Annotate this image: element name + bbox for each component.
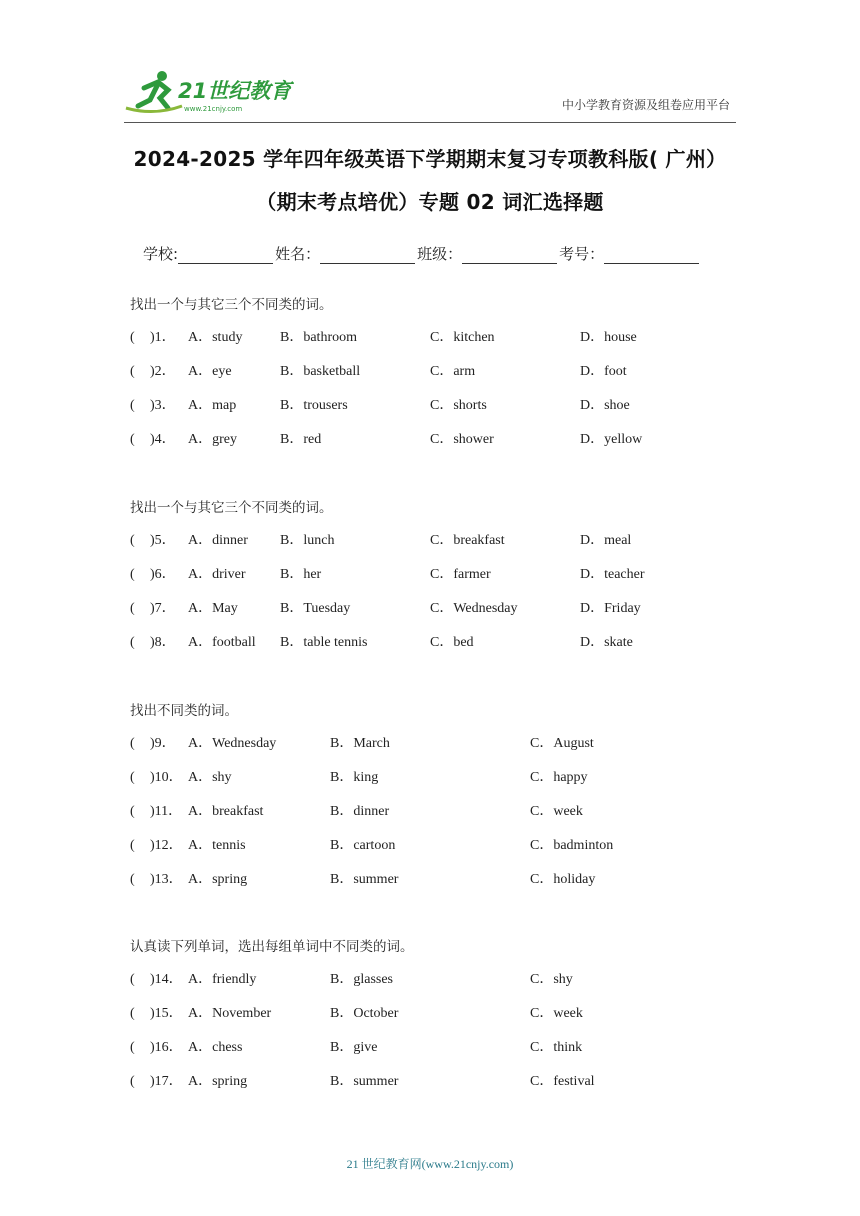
question-number: )10． xyxy=(150,770,183,785)
option-b: B．October xyxy=(330,1006,399,1021)
question-row xyxy=(130,1004,750,1038)
option-c: C．shorts xyxy=(430,398,487,413)
option-b: B．give xyxy=(330,1040,378,1055)
school-field[interactable]: 学校: xyxy=(143,243,275,264)
question-row xyxy=(130,565,750,599)
option-c: C．holiday xyxy=(530,872,596,887)
question-number: )8． xyxy=(150,635,176,650)
question-row xyxy=(130,599,750,633)
option-c: C．shower xyxy=(430,432,494,447)
answer-bracket[interactable]: ( xyxy=(130,398,135,413)
option-d: D．foot xyxy=(580,364,627,379)
option-b: B．bathroom xyxy=(280,330,357,345)
option-c: C．farmer xyxy=(430,567,491,582)
question-row xyxy=(130,531,750,565)
answer-bracket[interactable]: ( xyxy=(130,770,135,785)
question-number: )13． xyxy=(150,872,183,887)
option-a: A．grey xyxy=(188,432,237,447)
question-row xyxy=(130,836,750,870)
answer-bracket[interactable]: ( xyxy=(130,838,135,853)
option-c: C．week xyxy=(530,804,583,819)
runner-icon xyxy=(126,71,182,112)
question-number: )15． xyxy=(150,1006,183,1021)
platform-name: 中小学教育资源及组卷应用平台 xyxy=(561,98,730,112)
question-row xyxy=(130,430,750,464)
name-field[interactable]: 姓名： xyxy=(275,243,417,264)
option-c: C．think xyxy=(530,1040,583,1055)
answer-bracket[interactable]: ( xyxy=(130,601,135,616)
section-3 xyxy=(130,700,750,904)
option-d: D．teacher xyxy=(580,567,645,582)
option-c: C．week xyxy=(530,1006,583,1021)
option-a: A．driver xyxy=(188,567,246,582)
question-number: )2． xyxy=(150,364,176,379)
answer-bracket[interactable]: ( xyxy=(130,635,135,650)
option-a: A．map xyxy=(188,398,237,413)
answer-bracket[interactable]: ( xyxy=(130,972,135,987)
question-number: )4． xyxy=(150,432,176,447)
option-c: C．kitchen xyxy=(430,330,495,345)
option-d: D．meal xyxy=(580,533,632,548)
option-a: A．Wednesday xyxy=(188,736,277,751)
option-d: D．Friday xyxy=(580,601,641,616)
option-c: C．shy xyxy=(530,972,573,987)
section-instruction: 认真读下列单词，选出每组单词中不同类的词。 xyxy=(130,939,414,955)
answer-bracket[interactable]: ( xyxy=(130,567,135,582)
option-b: B．basketball xyxy=(280,364,361,379)
answer-bracket[interactable]: ( xyxy=(130,1006,135,1021)
section-instruction: 找出一个与其它三个不同类的词。 xyxy=(130,500,333,516)
class-field[interactable]: 班级： xyxy=(417,243,559,264)
answer-bracket[interactable]: ( xyxy=(130,533,135,548)
question-number: )1． xyxy=(150,330,176,345)
question-number: )9． xyxy=(150,736,176,751)
option-a: A．tennis xyxy=(188,838,246,853)
option-c: C．arm xyxy=(430,364,476,379)
question-number: )6． xyxy=(150,567,176,582)
question-row xyxy=(130,1038,750,1072)
question-row xyxy=(130,328,750,362)
option-b: B．summer xyxy=(330,1074,399,1089)
option-b: B．her xyxy=(280,567,322,582)
answer-bracket[interactable]: ( xyxy=(130,364,135,379)
question-row xyxy=(130,970,750,1004)
answer-bracket[interactable]: ( xyxy=(130,1074,135,1089)
section-instruction: 找出一个与其它三个不同类的词。 xyxy=(130,297,333,313)
option-b: B．red xyxy=(280,432,322,447)
section-2 xyxy=(130,497,750,667)
option-c: C．bed xyxy=(430,635,474,650)
option-c: C．breakfast xyxy=(430,533,505,548)
answer-bracket[interactable]: ( xyxy=(130,736,135,751)
option-a: A．November xyxy=(188,1006,272,1021)
option-a: A．chess xyxy=(188,1040,243,1055)
question-number: )5． xyxy=(150,533,176,548)
option-a: A．eye xyxy=(188,364,232,379)
option-a: A．May xyxy=(188,601,238,616)
option-a: A．football xyxy=(188,635,256,650)
question-number: )3． xyxy=(150,398,176,413)
option-c: C．Wednesday xyxy=(430,601,518,616)
option-b: B．glasses xyxy=(330,972,393,987)
answer-bracket[interactable]: ( xyxy=(130,330,135,345)
section-instruction: 找出不同类的词。 xyxy=(130,703,238,719)
question-number: )11． xyxy=(150,804,183,819)
logo-21cnjy xyxy=(124,68,294,118)
section-1 xyxy=(130,294,750,464)
option-b: B．table tennis xyxy=(280,635,368,650)
question-number: )14． xyxy=(150,972,183,987)
option-d: D．house xyxy=(580,330,637,345)
option-d: D．skate xyxy=(580,635,633,650)
option-b: B．dinner xyxy=(330,804,390,819)
svg-text:21世纪教育: 21世纪教育 xyxy=(178,79,292,103)
option-a: A．breakfast xyxy=(188,804,264,819)
question-number: )16． xyxy=(150,1040,183,1055)
question-row xyxy=(130,396,750,430)
answer-bracket[interactable]: ( xyxy=(130,432,135,447)
option-a: A．shy xyxy=(188,770,232,785)
option-b: B．Tuesday xyxy=(280,601,351,616)
section-4 xyxy=(130,936,750,1106)
page-header xyxy=(0,0,860,126)
question-row xyxy=(130,768,750,802)
answer-bracket[interactable]: ( xyxy=(130,1040,135,1055)
option-b: B．summer xyxy=(330,872,399,887)
question-row xyxy=(130,362,750,396)
option-c: C．festival xyxy=(530,1074,595,1089)
exam-number-field[interactable]: 考号： xyxy=(559,243,701,264)
header-divider xyxy=(124,122,736,123)
option-c: C．badminton xyxy=(530,838,614,853)
option-d: D．yellow xyxy=(580,432,643,447)
option-a: A．spring xyxy=(188,1074,248,1089)
footer: 21 世纪教育网(www.21cnjy.com) xyxy=(346,1157,514,1171)
svg-text:www.21cnjy.com: www.21cnjy.com xyxy=(184,105,243,113)
option-a: A．dinner xyxy=(188,533,248,548)
option-d: D．shoe xyxy=(580,398,630,413)
option-c: C．happy xyxy=(530,770,588,785)
answer-bracket[interactable]: ( xyxy=(130,804,135,819)
question-row xyxy=(130,802,750,836)
option-a: A．friendly xyxy=(188,972,257,987)
question-number: )7． xyxy=(150,601,176,616)
question-row xyxy=(130,734,750,768)
question-number: )17． xyxy=(150,1074,183,1089)
option-a: A．spring xyxy=(188,872,248,887)
option-a: A．study xyxy=(188,330,243,345)
question-number: )12． xyxy=(150,838,183,853)
option-b: B．cartoon xyxy=(330,838,396,853)
answer-bracket[interactable]: ( xyxy=(130,872,135,887)
option-c: C．August xyxy=(530,736,594,751)
page-title-line2: （期末考点培优）专题 02 词汇选择题 xyxy=(256,190,604,214)
option-b: B．lunch xyxy=(280,533,335,548)
page-title-line1: 2024-2025 学年四年级英语下学期期末复习专项教科版( 广州） xyxy=(133,147,727,171)
question-row xyxy=(130,633,750,667)
option-b: B．trousers xyxy=(280,398,348,413)
question-row xyxy=(130,870,750,904)
question-row xyxy=(130,1072,750,1106)
option-b: B．March xyxy=(330,736,390,751)
option-b: B．king xyxy=(330,770,379,785)
student-info xyxy=(143,243,701,264)
